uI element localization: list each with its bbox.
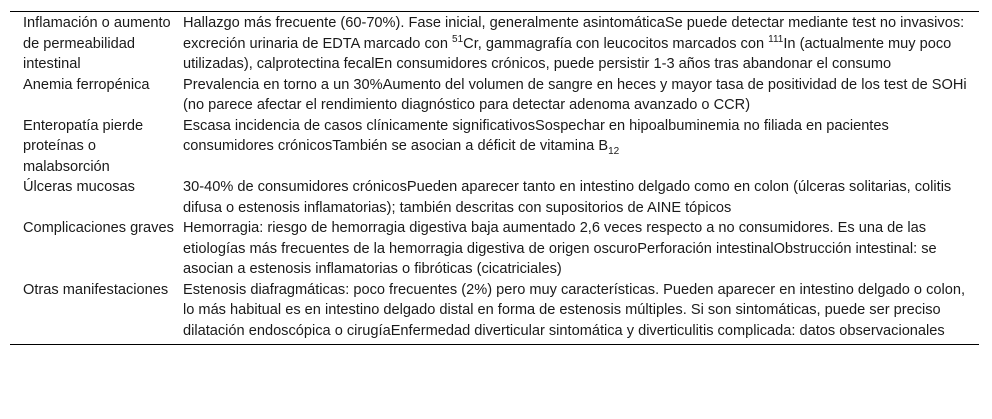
isotope-superscript: 111 (768, 33, 784, 45)
row-label: Complicaciones graves (23, 220, 174, 236)
row-description: 30-40% de consumidores crónicosPueden aparecer tanto en intestino delgado como en colon (úlceras solitarias, colitis difusa o estenosis inflamatorias); también descritas con supositorios de AINE tópicos (183, 179, 952, 216)
description-text: Escasa incidencia de casos clínicamente significativosSospechar en hipoalbuminemia no filiada en pacientes consumidores crónicosTambién se asocian a déficit de vitamina B (183, 117, 889, 154)
table-row-complications (10, 218, 979, 280)
manifestations-table (10, 11, 979, 345)
table-row-inflammation (10, 12, 979, 75)
row-label: Otras manifestaciones (10, 280, 183, 345)
row-description (183, 12, 979, 75)
row-label: Anemia ferropénica (23, 76, 150, 93)
description-text: Hallazgo más frecuente (60-70%). Fase inicial, generalmente asintomáticaSe puede detectar mediante test no invasivos: excreción urinaria de EDTA marcado con (183, 15, 965, 52)
description-text: In (actualmente muy poco utilizadas), calprotectina fecalEn consumidores crónicos, puede persistir 1-3 años tras abandonar el consumo (183, 35, 952, 72)
row-description: Estenosis diafragmáticas: poco frecuentes (2%) pero muy características. Pueden aparecer en intestino delgado o colon, lo más habitual es en intestino delgado distal en forma de estenosis múltiples. Si son sintomáticas, puede ser preciso dilatación endoscópica o cirugíaEnfermedad diverticular sintomática y diverticulitis complicada: datos observacionales (183, 280, 979, 345)
row-description: Prevalencia en torno a un 30%Aumento del volumen de sangre en heces y mayor tasa de positividad de los test de SOHi (no parece afectar el rendimiento diagnóstico para detectar adenoma avanzado o CCR) (183, 76, 967, 113)
row-description (183, 116, 979, 178)
row-label: Inflamación o aumento de permeabilidad intestinal (10, 12, 183, 75)
description-text: Cr, gammagrafía con leucocitos marcados con (463, 35, 769, 52)
vitamin-subscript: 12 (608, 146, 620, 157)
table-row-enteropathy (10, 116, 979, 178)
table-row-ulcers (10, 177, 979, 218)
row-label: Úlceras mucosas (23, 179, 135, 195)
table-row-other (10, 280, 979, 345)
row-label: Enteropatía pierde proteínas o malabsorción (23, 117, 144, 175)
isotope-superscript: 51 (452, 33, 464, 45)
table-row-anemia (10, 75, 979, 116)
row-description: Hemorragia: riesgo de hemorragia digestiva baja aumentado 2,6 veces respecto a no consumidores. Es una de las etiologías más frecuentes de la hemorragia digestiva de origen oscuroPerforación intestinalObstrucción intestinal: se asocian a estenosis inflamatorias o fibróticas (cicatriciales) (183, 220, 937, 277)
